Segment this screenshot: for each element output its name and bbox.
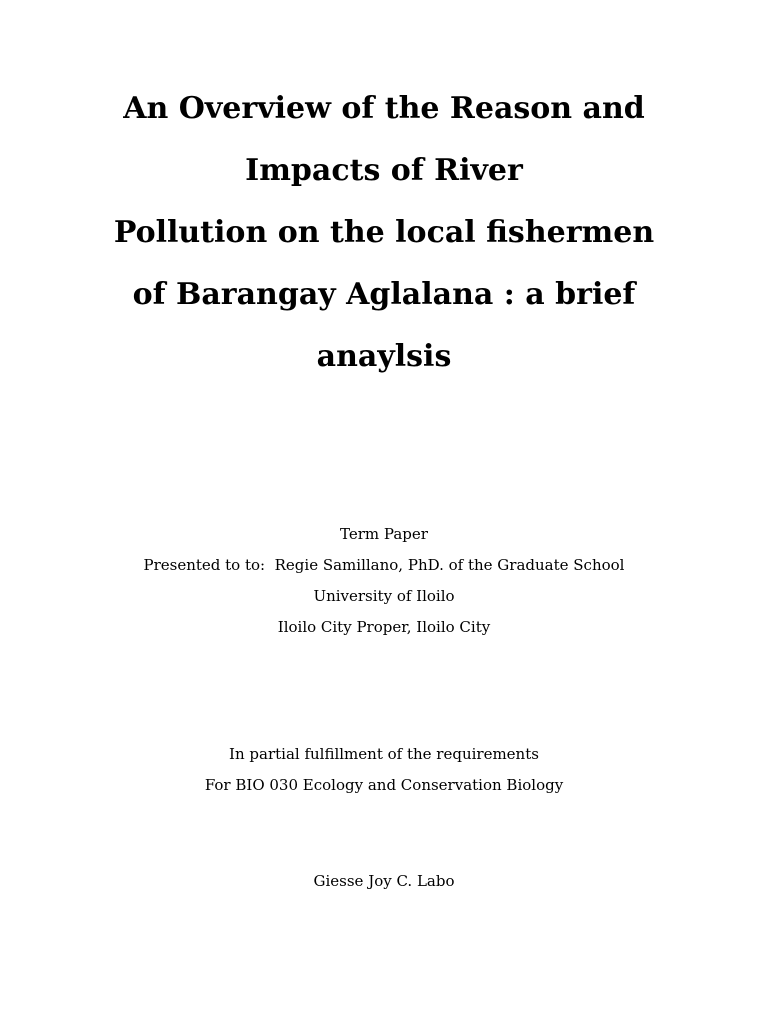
- title-line-3: Pollution on the local fishermen: [113, 215, 655, 250]
- document-title: [0, 78, 768, 388]
- author-name: Giesse Joy C. Labo: [313, 872, 455, 890]
- university-name: University of Iloilo: [313, 587, 455, 605]
- title-line-4: of Barangay Aglalana : a brief: [132, 277, 636, 312]
- requirements-line-1: In partial fulfillment of the requirements: [229, 745, 539, 763]
- presented-to: Presented to to: Regie Samillano, PhD. of the Graduate School: [143, 556, 625, 574]
- submission-info: [0, 519, 768, 643]
- requirements-statement: [0, 739, 768, 801]
- paper-type: Term Paper: [340, 525, 428, 543]
- author-block: [0, 866, 768, 897]
- title-line-1: An Overview of the Reason and: [123, 91, 645, 126]
- title-line-5: anaylsis: [316, 339, 452, 374]
- requirements-line-2: For BIO 030 Ecology and Conservation Biology: [204, 776, 564, 794]
- university-location: Iloilo City Proper, Iloilo City: [277, 618, 491, 636]
- title-line-2: Impacts of River: [245, 153, 523, 188]
